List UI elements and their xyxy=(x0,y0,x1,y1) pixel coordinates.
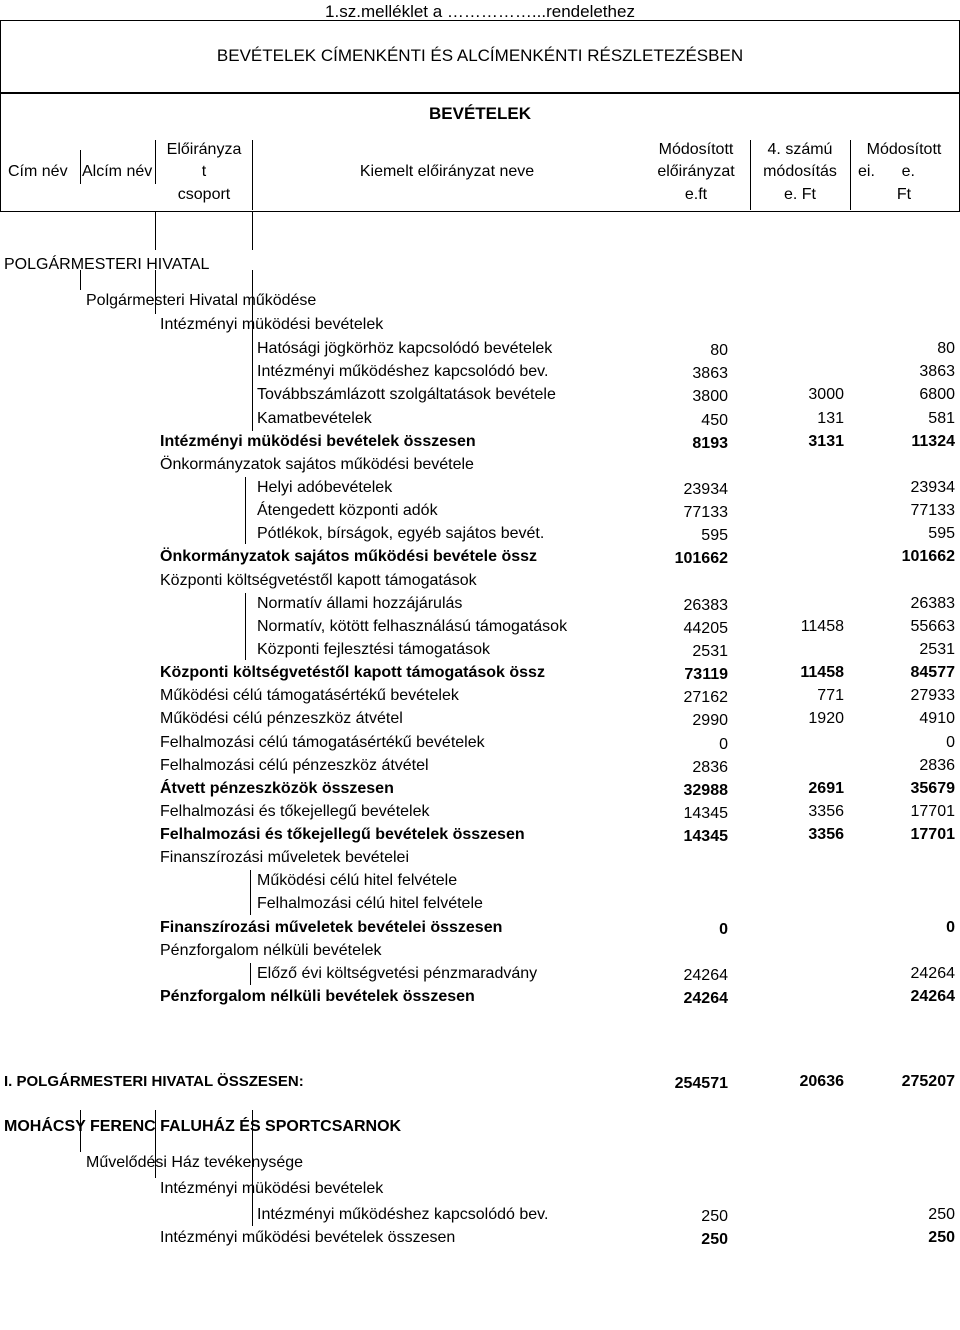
value-modositott-eloiranyzat: 254571 xyxy=(674,1075,728,1092)
value-negyedik-modositas: 11458 xyxy=(800,664,844,681)
row-label: Továbbszámlázott szolgáltatások bevétele xyxy=(257,386,556,403)
value-modositott-ei: 4910 xyxy=(919,710,955,727)
row-label: Intézményi működési bevételek összesen xyxy=(160,1229,456,1246)
col-eloiranyzat-csoport-2: t xyxy=(201,163,207,180)
col-modositott-eloiranyzat-2: előirányzat xyxy=(657,163,735,180)
row-label: Intézményi müködési bevételek xyxy=(160,1180,384,1197)
main-title: BEVÉTELEK CÍMENKÉNTI ÉS ALCÍMENKÉNTI RÉSZLETEZÉSBEN xyxy=(216,46,744,65)
value-negyedik-modositas: 20636 xyxy=(799,1073,844,1090)
value-modositott-eloiranyzat: 14345 xyxy=(683,805,728,822)
row-label: Finanszírozási műveletek bevételei összesen xyxy=(160,919,503,936)
value-negyedik-modositas: 11458 xyxy=(800,618,844,635)
value-modositott-eloiranyzat: 26383 xyxy=(683,597,728,614)
header-divider xyxy=(155,140,156,184)
value-modositott-eloiranyzat: 250 xyxy=(701,1208,728,1225)
value-modositott-eloiranyzat: 2531 xyxy=(692,643,728,660)
value-modositott-eloiranyzat: 24264 xyxy=(683,967,728,984)
value-negyedik-modositas: 131 xyxy=(817,410,844,427)
row-label: Pénzforgalom nélküli bevételek xyxy=(160,942,382,959)
value-modositott-eloiranyzat: 450 xyxy=(701,412,728,429)
row-label: POLGÁRMESTERI HIVATAL xyxy=(4,256,210,273)
row-label: Intézményi müködési bevételek xyxy=(160,316,384,333)
value-modositott-ei: 55663 xyxy=(910,618,955,635)
row-label: MOHÁCSY FERENC FALUHÁZ ÉS SPORTCSARNOK xyxy=(4,1118,402,1135)
value-modositott-ei: 0 xyxy=(946,734,955,751)
row-label: Felhalmozási célú támogatásértékű bevételek xyxy=(160,734,485,751)
row-label: Felhalmozási célú pénzeszköz átvétel xyxy=(160,757,429,774)
tree-guide xyxy=(252,212,253,250)
section-title: BEVÉTELEK xyxy=(428,104,532,123)
value-negyedik-modositas: 3356 xyxy=(808,826,844,843)
value-modositott-ei: 26383 xyxy=(910,595,955,612)
row-label: Központi költségvetéstől kapott támogatások össz xyxy=(160,664,545,681)
header-divider xyxy=(80,150,81,184)
value-negyedik-modositas: 3000 xyxy=(808,386,844,403)
value-modositott-eloiranyzat: 595 xyxy=(701,527,728,544)
value-modositott-eloiranyzat: 44205 xyxy=(683,620,728,637)
value-modositott-ei: 2836 xyxy=(919,757,955,774)
row-label: Intézményi működéshez kapcsolódó bev. xyxy=(257,1206,549,1223)
value-modositott-ei: 17701 xyxy=(910,826,955,843)
col-cim-nev: Cím név xyxy=(8,163,68,180)
value-modositott-ei: 0 xyxy=(946,919,955,936)
value-modositott-eloiranyzat: 2990 xyxy=(692,712,728,729)
row-label: Központi költségvetéstől kapott támogatások xyxy=(160,572,477,589)
value-modositott-ei: 77133 xyxy=(910,502,955,519)
value-negyedik-modositas: 3356 xyxy=(808,803,844,820)
tree-guide xyxy=(245,593,246,660)
value-modositott-eloiranyzat: 80 xyxy=(710,342,728,359)
value-modositott-ei: 11324 xyxy=(911,433,955,450)
col-negyedik-modositas-3: e. Ft xyxy=(783,186,816,203)
value-modositott-eloiranyzat: 23934 xyxy=(683,481,728,498)
value-modositott-ei: 23934 xyxy=(910,479,955,496)
top-note: 1.sz.melléklet a ……………...rendelethez xyxy=(325,2,635,21)
row-label: I. POLGÁRMESTERI HIVATAL ÖSSZESEN: xyxy=(4,1073,304,1090)
value-negyedik-modositas: 771 xyxy=(817,687,844,704)
row-label: Működési célú támogatásértékű bevételek xyxy=(160,687,459,704)
row-label: Önkormányzatok sajátos működési bevétele xyxy=(160,456,474,473)
value-modositott-ei: 101662 xyxy=(901,548,955,565)
value-modositott-ei: 275207 xyxy=(901,1073,955,1090)
value-modositott-ei: 250 xyxy=(928,1206,955,1223)
row-label: Pénzforgalom nélküli bevételek összesen xyxy=(160,988,475,1005)
row-label: Előző évi költségvetési pénzmaradvány xyxy=(257,965,538,982)
value-modositott-eloiranyzat: 250 xyxy=(701,1231,728,1248)
value-modositott-eloiranyzat: 0 xyxy=(719,921,728,938)
value-modositott-eloiranyzat: 32988 xyxy=(683,782,728,799)
row-label: Intézményi müködési bevételek összesen xyxy=(160,433,476,450)
value-modositott-eloiranyzat: 14345 xyxy=(683,828,728,845)
row-label: Művelődési Ház tevékenysége xyxy=(86,1154,304,1171)
value-negyedik-modositas: 3131 xyxy=(808,433,844,450)
col-negyedik-modositas-2: módosítás xyxy=(763,163,837,180)
row-label: Pótlékok, bírságok, egyéb sajátos bevét. xyxy=(257,525,545,542)
col-modositott-eloiranyzat-3: e.ft xyxy=(684,186,708,203)
value-modositott-ei: 27933 xyxy=(910,687,955,704)
value-modositott-ei: 250 xyxy=(928,1229,955,1246)
value-modositott-ei: 6800 xyxy=(919,386,955,403)
value-modositott-eloiranyzat: 101662 xyxy=(674,550,728,567)
row-label: Felhalmozási és tőkejellegű bevételek összesen xyxy=(160,826,525,843)
row-label: Finanszírozási műveletek bevételei xyxy=(160,849,410,866)
value-modositott-eloiranyzat: 24264 xyxy=(683,990,728,1007)
row-label: Normatív, kötött felhasználású támogatások xyxy=(257,618,568,635)
value-modositott-ei: 80 xyxy=(937,340,955,357)
value-modositott-eloiranyzat: 27162 xyxy=(683,689,728,706)
value-modositott-ei: 24264 xyxy=(910,988,955,1005)
col-negyedik-modositas-1: 4. számú xyxy=(767,141,833,158)
value-modositott-eloiranyzat: 0 xyxy=(719,736,728,753)
col-modositott-eloiranyzat-1: Módosított xyxy=(658,141,734,158)
row-label: Intézményi működéshez kapcsolódó bev. xyxy=(257,363,549,380)
row-label: Működési célú pénzeszköz átvétel xyxy=(160,710,403,727)
row-label: Normatív állami hozzájárulás xyxy=(257,595,463,612)
col-modositott-ei-3: Ft xyxy=(896,186,912,203)
row-label: Hatósági jögkörhöz kapcsolódó bevételek xyxy=(257,340,553,357)
value-modositott-eloiranyzat: 8193 xyxy=(692,435,728,452)
row-label: Átengedett központi adók xyxy=(257,502,438,519)
tree-guide xyxy=(250,963,251,985)
row-label: Működési célú hitel felvétele xyxy=(257,872,458,889)
value-modositott-ei: 84577 xyxy=(910,664,955,681)
row-label: Önkormányzatok sajátos működési bevétele össz xyxy=(160,548,538,565)
header-divider xyxy=(252,140,253,210)
value-negyedik-modositas: 2691 xyxy=(808,780,844,797)
tree-guide xyxy=(250,870,251,915)
value-modositott-eloiranyzat: 3863 xyxy=(692,365,728,382)
header-divider xyxy=(750,140,751,210)
col-kiemelt: Kiemelt előirányzat neve xyxy=(359,163,535,180)
value-modositott-ei: 581 xyxy=(928,410,955,427)
value-modositott-eloiranyzat: 3800 xyxy=(692,388,728,405)
col-eloiranyzat-csoport-1: Előirányza xyxy=(166,141,242,158)
value-modositott-ei: 35679 xyxy=(910,780,955,797)
row-label: Központi fejlesztési támogatások xyxy=(257,641,491,658)
tree-guide xyxy=(245,477,246,544)
col-modositott-ei-1: Módosított xyxy=(866,141,942,158)
value-modositott-ei: 3863 xyxy=(919,363,955,380)
value-modositott-ei: 595 xyxy=(928,525,955,542)
col-modositott-ei-2: ei. e. xyxy=(858,163,915,180)
value-modositott-ei: 17701 xyxy=(910,803,955,820)
value-modositott-ei: 24264 xyxy=(910,965,955,982)
row-label: Kamatbevételek xyxy=(257,410,372,427)
header-divider xyxy=(850,140,851,210)
col-eloiranyzat-csoport-3: csoport xyxy=(177,186,231,203)
value-modositott-eloiranyzat: 73119 xyxy=(684,666,728,683)
value-modositott-eloiranyzat: 2836 xyxy=(692,759,728,776)
row-label: Helyi adóbevételek xyxy=(257,479,393,496)
row-label: Átvett pénzeszközök összesen xyxy=(160,780,394,797)
value-negyedik-modositas: 1920 xyxy=(808,710,844,727)
value-modositott-eloiranyzat: 77133 xyxy=(683,504,728,521)
tree-guide xyxy=(155,212,156,250)
col-alcim-nev: Alcím név xyxy=(82,163,153,180)
row-label: Polgármesteri Hivatal működése xyxy=(86,292,317,309)
row-label: Felhalmozási célú hitel felvétele xyxy=(257,895,483,912)
value-modositott-ei: 2531 xyxy=(919,641,955,658)
row-label: Felhalmozási és tőkejellegű bevételek xyxy=(160,803,430,820)
